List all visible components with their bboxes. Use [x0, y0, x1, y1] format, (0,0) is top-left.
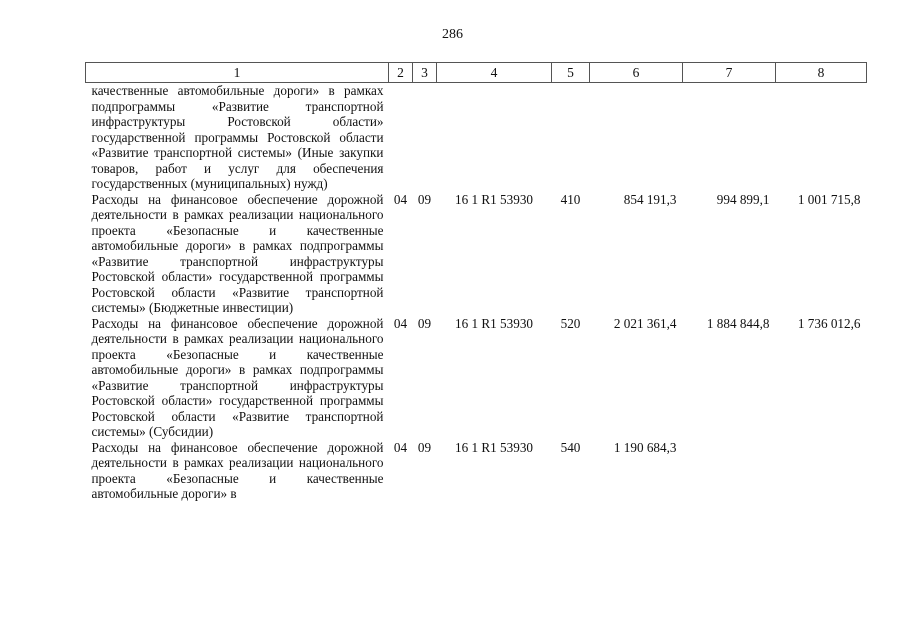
target-article-code: 16 1 R1 53930	[454, 439, 534, 455]
amount-year-3	[776, 83, 867, 192]
amount-year-2: 994 899,1	[716, 191, 770, 207]
subsection-code: 09	[417, 439, 432, 455]
amount-year-1: 854 191,3	[623, 191, 677, 207]
amount-year-1	[590, 83, 683, 192]
section-code: 04	[393, 439, 408, 455]
target-article-code: 16 1 R1 53930	[454, 315, 534, 331]
expense-type-code: 410	[560, 191, 581, 207]
amount-year-3: 1 001 715,8	[797, 191, 861, 207]
column-header: 8	[776, 63, 867, 83]
expense-type-code: 520	[560, 315, 581, 331]
table-row	[86, 83, 867, 192]
budget-table	[85, 62, 867, 502]
row-description: Расходы на финансовое обеспечение дорожной деятельности в рамках реализации национального проекта «Безопасные и качественные автомобильные дороги» в рамках подпрограммы «Развитие транспортной инфраструктуры Ростовской области» государственной программы Ростовской области «Развитие транспортной системы» (Бюджетные инвестиции)	[91, 191, 384, 315]
row-description: качественные автомобильные дороги» в рамках подпрограммы «Развитие транспортной инфраструктуры Ростовской области» государственной программы Ростовской области «Развитие транспортной системы» (Иные закупки товаров, работ и услуг для обеспечения государственных (муниципальных) нужд)	[91, 83, 384, 191]
column-header: 7	[683, 63, 776, 83]
column-header: 5	[552, 63, 590, 83]
column-header: 3	[413, 63, 437, 83]
amount-year-2	[683, 83, 776, 192]
row-description: Расходы на финансовое обеспечение дорожной деятельности в рамках реализации национального проекта «Безопасные и качественные автомобильные дороги» в	[91, 439, 384, 501]
table-row	[86, 316, 867, 440]
amount-year-1: 2 021 361,4	[613, 315, 677, 331]
column-header: 6	[590, 63, 683, 83]
expense-type-code: 540	[560, 439, 581, 455]
row-description: Расходы на финансовое обеспечение дорожной деятельности в рамках реализации национального проекта «Безопасные и качественные автомобильные дороги» в рамках подпрограммы «Развитие транспортной инфраструктуры Ростовской области» государственной программы Ростовской области «Развитие транспортной системы» (Субсидии)	[91, 315, 384, 439]
subsection-code: 09	[417, 191, 432, 207]
column-header: 1	[86, 63, 389, 83]
table-row	[86, 192, 867, 316]
column-header: 4	[437, 63, 552, 83]
subsection-code: 09	[417, 315, 432, 331]
header-row	[86, 63, 867, 83]
section-code	[389, 83, 413, 192]
amount-year-3	[776, 440, 867, 502]
target-article-code	[437, 83, 552, 192]
expense-type-code	[552, 83, 590, 192]
target-article-code: 16 1 R1 53930	[454, 191, 534, 207]
page-number: 286	[442, 27, 463, 42]
amount-year-2: 1 884 844,8	[706, 315, 770, 331]
section-code: 04	[393, 191, 408, 207]
table-row	[86, 440, 867, 502]
amount-year-1: 1 190 684,3	[613, 439, 677, 455]
column-header: 2	[389, 63, 413, 83]
subsection-code	[413, 83, 437, 192]
amount-year-3: 1 736 012,6	[797, 315, 861, 331]
section-code: 04	[393, 315, 408, 331]
amount-year-2	[683, 440, 776, 502]
